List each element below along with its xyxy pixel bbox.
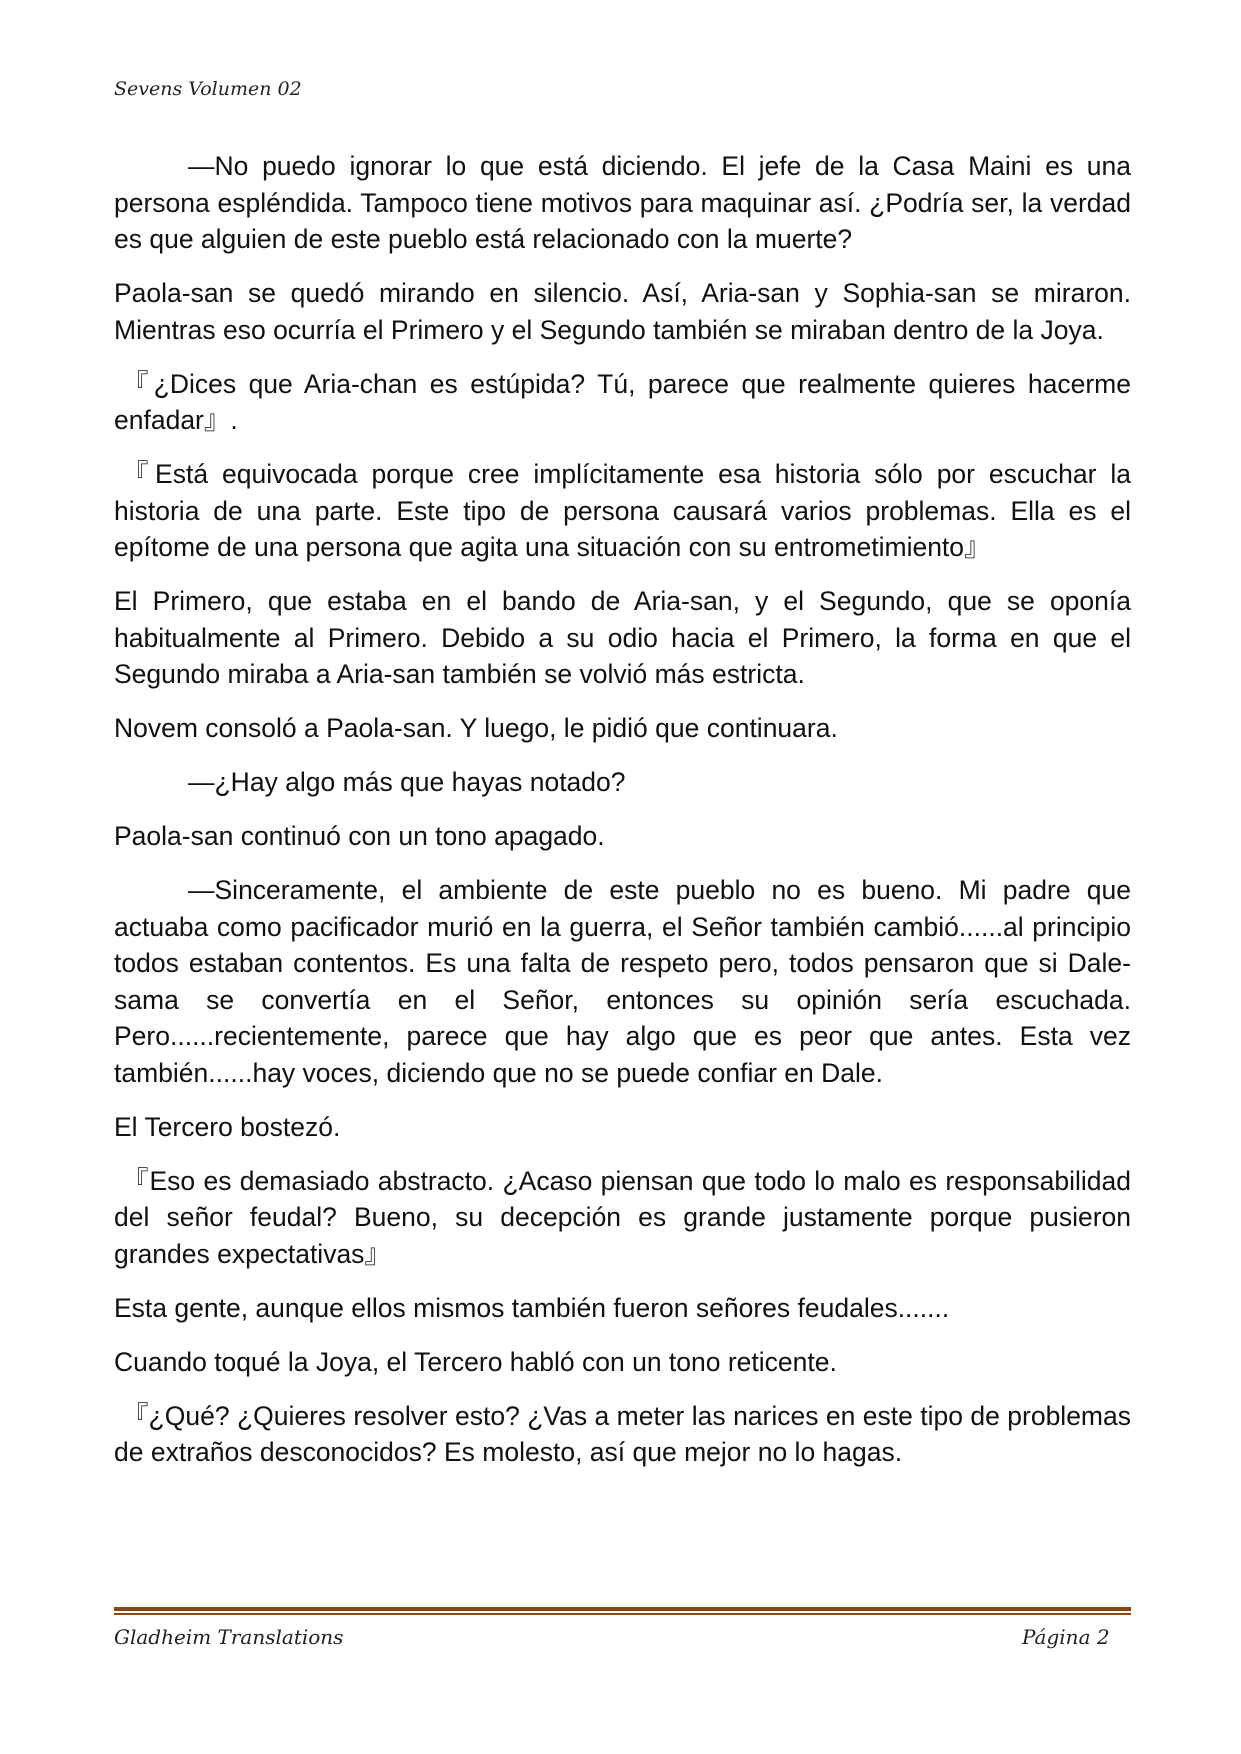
paragraph: Cuando toqué la Joya, el Tercero habló con un tono reticente.	[114, 1346, 837, 1377]
paragraph: Esta gente, aunque ellos mismos también fueron señores feudales.......	[114, 1292, 950, 1323]
paragraph: 『¿Qué? ¿Quieres resolver esto? ¿Vas a meter las narices en este tipo de problemas de extraños desconocidos? Es molesto, así que mejor no lo hagas.	[114, 1400, 1131, 1467]
footer-rule-thick	[114, 1607, 1131, 1611]
paragraph: —No puedo ignorar lo que está diciendo. El jefe de la Casa Maini es una persona espléndida. Tampoco tiene motivos para maquinar así. ¿Podría ser, la verdad es que alguien de este pueblo está relacionado con la muerte?	[114, 151, 1131, 254]
paragraph: El Tercero bostezó.	[114, 1111, 341, 1142]
paragraph: —¿Hay algo más que hayas notado?	[188, 767, 626, 797]
footer-rule-thin	[114, 1613, 1131, 1615]
paragraph: 『Está equivocada porque cree implícitamente esa historia sólo por escuchar la historia de una parte. Este tipo de persona causará varios problemas. Ella es el epítome de una persona que agita una situación con su entrometimiento』	[114, 459, 1131, 562]
paragraph: Novem consoló a Paola-san. Y luego, le pidió que continuara.	[114, 713, 838, 743]
paragraph: Paola-san se quedó mirando en silencio. Así, Aria-san y Sophia-san se miraron. Mientras eso ocurría el Primero y el Segundo también se miraban dentro de la Joya.	[114, 278, 1131, 345]
body-text	[114, 148, 1131, 1488]
paragraph: —Sinceramente, el ambiente de este pueblo no es bueno. Mi padre que actuaba como pacificador murió en la guerra, el Señor también cambió......al principio todos estaban contentos. Es una falta de respeto pero, todos pensaron que si Dale-sama se convertía en el Señor, entonces su opinión sería escuchada. Pero......recientemente, parece que hay algo que es peor que antes. Esta vez también......hay voces, diciendo que no se puede confiar en Dale.	[114, 875, 1131, 1088]
paragraph: Paola-san continuó con un tono apagado.	[114, 821, 605, 851]
running-header: Sevens Volumen 02	[114, 78, 302, 100]
paragraph: 『Eso es demasiado abstracto. ¿Acaso piensan que todo lo malo es responsabilidad del señor feudal? Bueno, su decepción es grande justamente porque pusieron grandes expectativas』	[114, 1165, 1131, 1269]
footer-publisher: Gladheim Translations	[114, 1625, 344, 1649]
paragraph: 『¿Dices que Aria-chan es estúpida? Tú, parece que realmente quieres hacerme enfadar』.	[114, 368, 1131, 435]
paragraph: El Primero, que estaba en el bando de Aria-san, y el Segundo, que se oponía habitualmente al Primero. Debido a su odio hacia el Primero, la forma en que el Segundo miraba a Aria-san también se volvió más estricta.	[114, 586, 1131, 689]
page-number: Página 2	[1022, 1625, 1110, 1649]
